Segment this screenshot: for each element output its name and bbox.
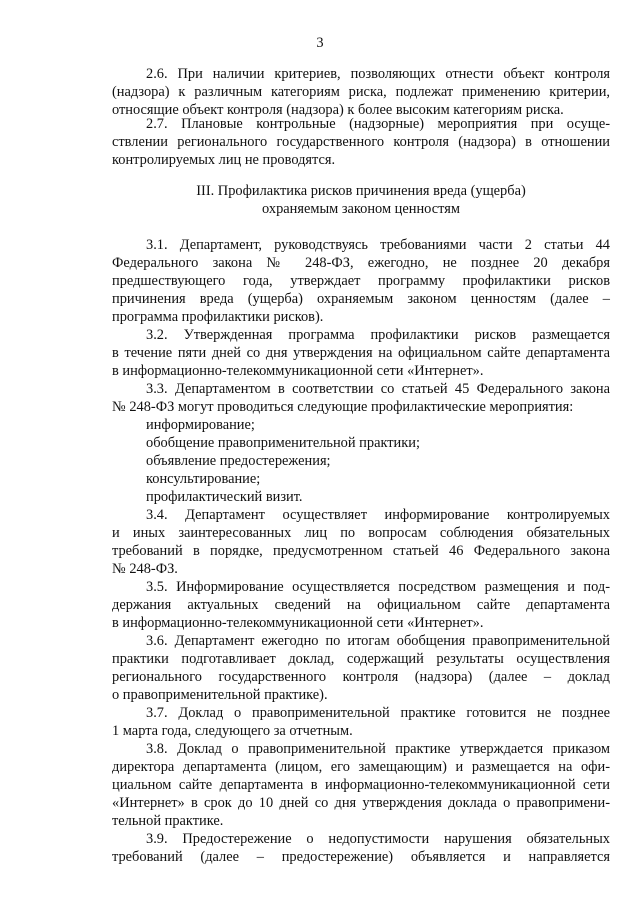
paragraph-2-6 [112,65,610,119]
text-line: 3.1. Департамент, руководствуясь требованиями части 2 статьи 44 [146,237,610,253]
text-line: ствлении регионального государственного контроля (надзора) в отношении [112,134,610,150]
text-line: 1 марта года, следующего за отчетным. [112,723,353,739]
list-item: объявление предостережения; [146,453,331,469]
text-line: 3.7. Доклад о правоприменительной практике готовится не позднее [146,705,610,721]
text-line: и иных заинтересованных лиц по вопросам соблюдения обязательных [112,525,610,541]
text-line: № 248-ФЗ. [112,561,178,577]
text-line: контролируемых лиц не проводятся. [112,152,336,168]
list-item: информирование; [146,417,255,433]
text-line: циальном сайте департамента в информационно-телекоммуникационной сети [112,777,610,793]
text-line: в течение пяти дней со дня утверждения на официальном сайте департамента [112,345,610,361]
text-line: держания актуальных сведений на официальном сайте департамента [112,597,610,613]
text-line: практики подготавливает доклад, содержащий результаты осуществления [112,651,610,667]
text-line: относящие объект контроля (надзора) к более высоким категориям риска. [112,102,564,118]
text-line: 3.4. Департамент осуществляет информирование контролируемых [146,507,610,523]
text-line: 3.8. Доклад о правоприменительной практике утверждается приказом [146,741,610,757]
text-line: Федерального закона № 248-ФЗ, ежегодно, не позднее 20 декабря [112,255,610,271]
text-line: 2.6. При наличии критериев, позволяющих отнести объект контроля [146,66,610,82]
text-line: «Интернет» в срок до 10 дней со дня утверждения доклада о правопримени- [112,795,610,811]
page-number: 3 [316,35,324,51]
text-line: программа профилактики рисков). [112,309,324,325]
section-heading [112,182,610,218]
text-line: директора департамента (лицом, его замещающим) и размещается на офи- [112,759,610,775]
paragraph-2-7 [112,115,610,169]
text-line: требований в порядке, предусмотренном статьей 46 Федерального закона [112,543,610,559]
text-line: 3.9. Предостережение о недопустимости нарушения обязательных [146,831,610,847]
text-line: тельной практике. [112,813,224,829]
text-line: (надзора) к различным категориям риска, подлежат применению критерии, [112,84,610,100]
text-line: 3.6. Департамент ежегодно по итогам обобщения правоприменительной [146,633,610,649]
text-line: причинения вреда (ущерба) охраняемым законом ценностям (далее – [112,291,610,307]
heading-line: III. Профилактика рисков причинения вреда (ущерба) [196,183,526,199]
section-body [112,236,610,866]
text-line: 3.5. Информирование осуществляется посредством размещения и под- [146,579,610,595]
heading-line: охраняемым законом ценностям [262,201,460,217]
list-item: профилактический визит. [146,489,303,505]
list-item: консультирование; [146,471,261,487]
text-line: в информационно-телекоммуникационной сети «Интернет». [112,363,484,379]
text-line: требований (далее – предостережение) объявляется и направляется [112,849,610,865]
text-line: 3.3. Департаментом в соответствии со статьей 45 Федерального закона [146,381,610,397]
text-line: № 248-ФЗ могут проводиться следующие профилактические мероприятия: [112,399,574,415]
text-line: о правоприменительной практике). [112,687,328,703]
text-line: предшествующего года, утверждает программу профилактики рисков [112,273,610,289]
text-line: в информационно-телекоммуникационной сети «Интернет». [112,615,484,631]
text-line: регионального государственного контроля (надзора) (далее – доклад [112,669,610,685]
text-line: 2.7. Плановые контрольные (надзорные) мероприятия при осуще- [146,116,610,132]
text-line: 3.2. Утвержденная программа профилактики рисков размещается [146,327,610,343]
list-item: обобщение правоприменительной практики; [146,435,420,451]
